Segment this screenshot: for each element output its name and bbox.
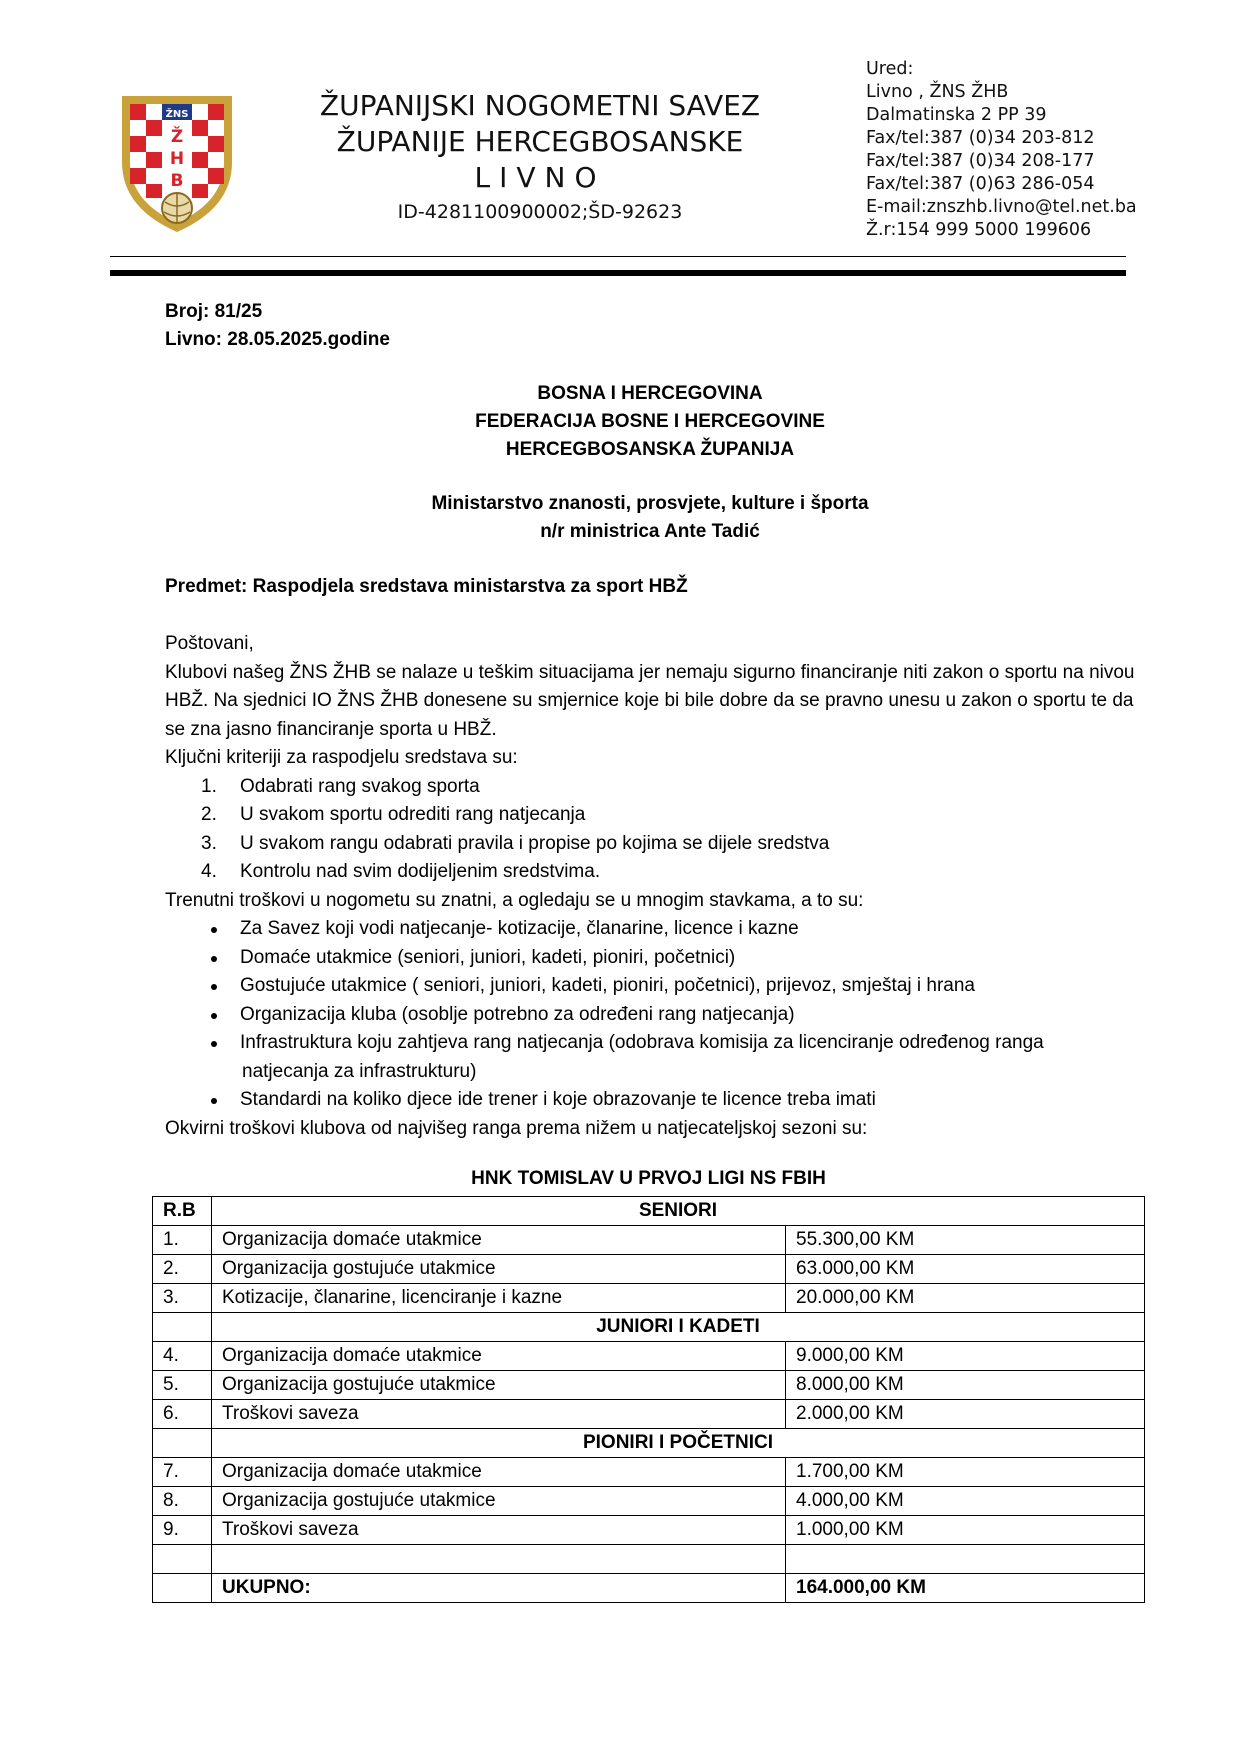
svg-text:Ž: Ž [170, 127, 184, 147]
list-item: 2. U svakom sportu odrediti rang natjecanja [201, 804, 586, 825]
rb-header: R.B [153, 1197, 212, 1226]
list-item: 4. Kontrolu nad svim dodijeljenim sredstvima. [201, 861, 601, 882]
office-email: E-mail:znszhb.livno@tel.net.ba [866, 197, 1137, 217]
office-line: Fax/tel:387 (0)63 286-054 [866, 174, 1095, 194]
recipient-ministry: Ministarstvo znanosti, prosvjete, kulture i športa [431, 493, 869, 514]
table-row: 6. Troškovi saveza 2.000,00 KM [153, 1400, 1145, 1429]
table-title: HNK TOMISLAV U PRVOJ LIGI NS FBIH [471, 1168, 826, 1189]
list-item: 1. Odabrati rang svakog sporta [201, 775, 480, 797]
bullet-icon [211, 1098, 217, 1104]
list-item: Organizacija kluba (osoblje potrebno za određeni rang natjecanja) [165, 1001, 1145, 1030]
organization-header [300, 88, 780, 226]
list-item: Gostujuće utakmice ( seniori, juniori, kadeti, pioniri, početnici), prijevoz, smještaj i hrana [165, 972, 1145, 1001]
svg-text:ŽNS: ŽNS [165, 109, 189, 120]
criteria-list [165, 773, 1145, 887]
table-row: 7. Organizacija domaće utakmice 1.700,00 KM [153, 1458, 1145, 1487]
header-divider-thin [110, 256, 1126, 257]
outro-paragraph: Okvirni troškovi klubova od najvišeg ranga prema nižem u natjecateljskoj sezoni su: [165, 1117, 868, 1139]
bullet-icon [211, 984, 217, 990]
office-line: Livno , ŽNS ŽHB [866, 82, 1009, 102]
bullet-icon [211, 956, 217, 962]
section-header: PIONIRI I POČETNICI [212, 1429, 1145, 1458]
subject-line: Predmet: Raspodjela sredstava ministarstva za sport HBŽ [165, 576, 688, 597]
costs-list [165, 915, 1145, 1115]
svg-text:B: B [170, 171, 184, 191]
header-divider-thick [110, 270, 1126, 276]
recipient-line: BOSNA I HERCEGOVINA [537, 383, 763, 404]
letter-body [165, 630, 1145, 1143]
table-row [153, 1429, 1145, 1458]
list-item: Za Savez koji vodi natjecanje- kotizacije, članarine, licence i kazne [165, 915, 1145, 944]
document-meta [165, 298, 390, 354]
body-paragraph: Klubovi našeg ŽNS ŽHB se nalaze u teškim situacijama jer nemaju sigurno financiranje niti zakon o sportu na nivou HBŽ. Na sjednici IO ŽNS ŽHB donesene su smjernice koje bi bile dobre da se pravno unesu u zakon o sportu te da se zna jasno financiranje sporta u HBŽ. [165, 661, 1135, 740]
document-number: Broj: 81/25 [165, 301, 263, 322]
office-line: Dalmatinska 2 PP 39 [866, 105, 1047, 125]
office-contact [866, 58, 1137, 242]
office-line: Fax/tel:387 (0)34 208-177 [866, 151, 1095, 171]
bullet-icon [211, 1041, 217, 1047]
recipient-line: FEDERACIJA BOSNE I HERCEGOVINE [475, 411, 825, 432]
org-city: LIVNO [474, 161, 606, 194]
recipient-attention: n/r ministrica Ante Tadić [540, 521, 760, 542]
org-ids: ID-4281100900002;ŠD-92623 [397, 201, 683, 223]
table-row [153, 1545, 1145, 1574]
recipient-line: HERCEGBOSANSKA ŽUPANIJA [505, 439, 795, 460]
costs-intro: Trenutni troškovi u nogometu su znatni, a ogledaju se u mnogim stavkama, a to su: [165, 889, 864, 911]
list-item: Infrastruktura koju zahtjeva rang natjecanja (odobrava komisija za licenciranje određenog ranga natjecanja za infrastrukturu) [165, 1029, 1145, 1086]
table-row: 1. Organizacija domaće utakmice 55.300,00 KM [153, 1226, 1145, 1255]
total-amount: 164.000,00 KM [786, 1574, 1145, 1603]
association-logo [118, 92, 236, 234]
office-line: Ž.r:154 999 5000 199606 [866, 220, 1092, 240]
svg-text:H: H [169, 149, 185, 169]
bullet-icon [211, 927, 217, 933]
table-row: 8. Organizacija gostujuće utakmice 4.000,00 KM [153, 1487, 1145, 1516]
table-row [153, 1313, 1145, 1342]
list-item: 3. U svakom rangu odabrati pravila i propise po kojima se dijele sredstva [201, 832, 830, 854]
criteria-intro: Ključni kriteriji za raspodjelu sredstava su: [165, 747, 518, 768]
table-row: 9. Troškovi saveza 1.000,00 KM [153, 1516, 1145, 1545]
office-line: Ured: [866, 59, 914, 79]
table-row: 4. Organizacija domaće utakmice 9.000,00 KM [153, 1342, 1145, 1371]
org-name-line2: ŽUPANIJE HERCEGBOSANSKE [336, 125, 744, 158]
table-row [153, 1197, 1145, 1226]
org-name-line1: ŽUPANIJSKI NOGOMETNI SAVEZ [319, 89, 761, 122]
bullet-icon [211, 1013, 217, 1019]
total-label: UKUPNO: [212, 1574, 786, 1603]
list-item: Domaće utakmice (seniori, juniori, kadeti, pioniri, početnici) [165, 944, 1145, 973]
table-row: 2. Organizacija gostujuće utakmice 63.000,00 KM [153, 1255, 1145, 1284]
section-header: SENIORI [212, 1197, 1145, 1226]
list-item: Standardi na koliko djece ide trener i koje obrazovanje te licence treba imati [165, 1086, 1145, 1115]
total-row [153, 1574, 1145, 1603]
greeting: Poštovani, [165, 633, 254, 654]
cost-table [152, 1196, 1145, 1603]
table-row: 3. Kotizacije, članarine, licenciranje i kazne 20.000,00 KM [153, 1284, 1145, 1313]
recipient-block [165, 380, 1135, 546]
document-date: Livno: 28.05.2025.godine [165, 329, 390, 350]
table-row: 5. Organizacija gostujuće utakmice 8.000,00 KM [153, 1371, 1145, 1400]
section-header: JUNIORI I KADETI [212, 1313, 1145, 1342]
office-line: Fax/tel:387 (0)34 203-812 [866, 128, 1095, 148]
